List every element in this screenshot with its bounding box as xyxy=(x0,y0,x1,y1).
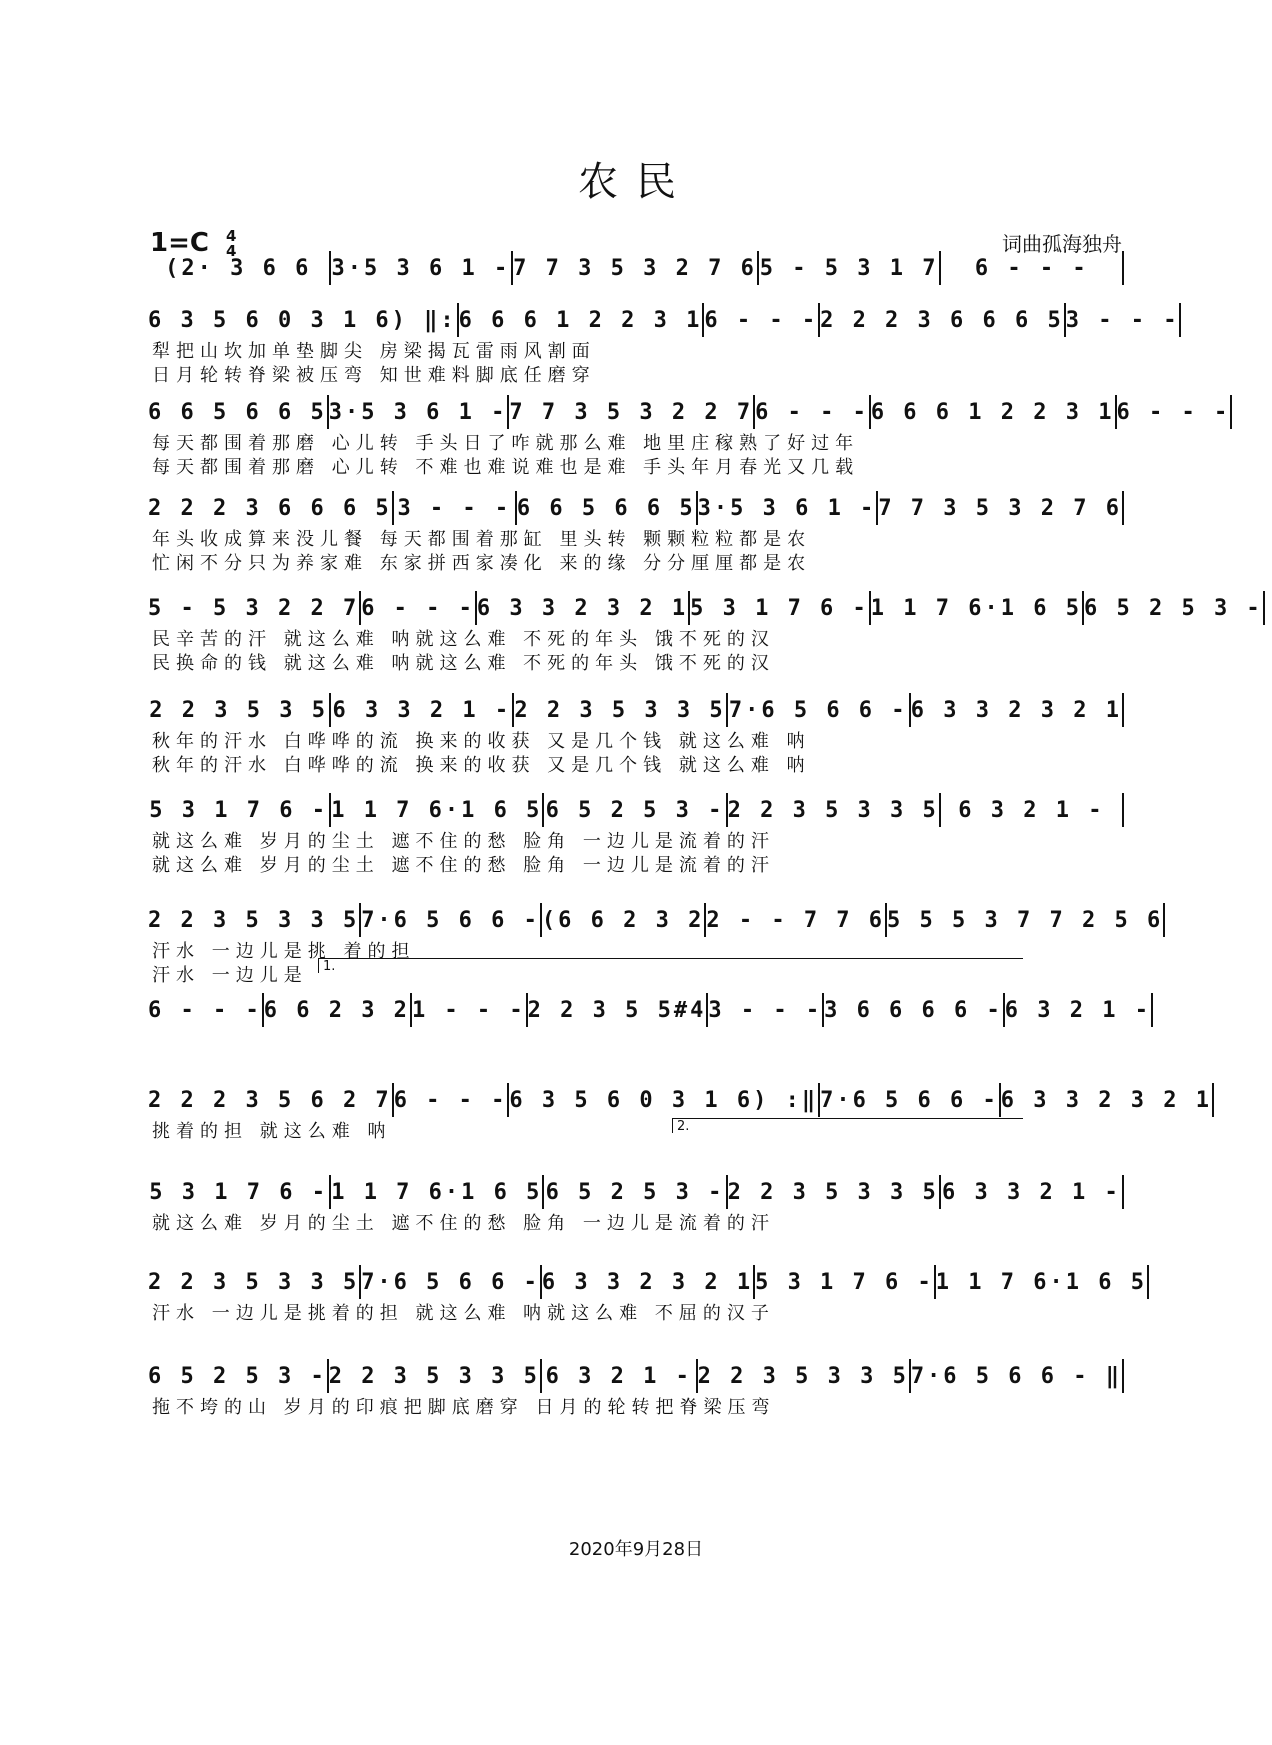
volta-second-label: 2. xyxy=(677,1119,690,1134)
lyric-line: 秋年的汗水 白哗哗的流 换来的收获 又是几个钱 就这么难 呐 xyxy=(152,731,811,752)
measure: 2 2 2 3 6 6 6 5 xyxy=(820,307,1064,333)
volta-second-ending xyxy=(672,1118,1023,1133)
measure: 2 2 3 5 3 3 5 xyxy=(514,697,726,723)
notes-line xyxy=(148,588,1263,628)
measure: 3·5 3 6 1 - xyxy=(328,399,508,425)
notes-line xyxy=(148,248,1124,288)
notes-line xyxy=(148,1262,1147,1302)
lyric-line: 就这么难 岁月的尘土 遮不住的愁 脸角 一边儿是流着的汗 xyxy=(152,855,775,876)
measure: 5 3 1 7 6 - xyxy=(149,797,328,823)
measure: 5 5 5 3 7 7 2 5 6 xyxy=(887,907,1164,933)
measure: 6 - - - xyxy=(393,1087,508,1113)
lyric-line: 挑着的担 就这么难 呐 xyxy=(152,1121,392,1142)
measure: 7·6 5 6 6 - xyxy=(728,697,908,723)
measure: 2 2 2 3 5 6 2 7 xyxy=(148,1087,392,1113)
barline xyxy=(1122,491,1124,525)
lyric-line: 每天都围着那磨 心儿转 不难也难说难也是难 手头年月春光又几载 xyxy=(152,457,860,478)
measure: 5 - 5 3 2 2 7 xyxy=(148,595,360,621)
measure: 6 3 5 6 0 3 1 6) ‖: xyxy=(148,307,457,333)
measure: 2 2 3 5 3 3 5 xyxy=(697,1363,909,1389)
measure: 6 - - - xyxy=(974,255,1089,281)
lyric-line: 每天都围着那磨 心儿转 手头日了咋就那么难 地里庄稼熟了好过年 xyxy=(152,433,860,454)
lyric-line: 秋年的汗水 白哗哗的流 换来的收获 又是几个钱 就这么难 呐 xyxy=(152,755,811,776)
measure: 1 - - - xyxy=(411,997,526,1023)
measure: 2 2 3 5 3 3 5 xyxy=(148,1269,360,1295)
lyric-line: 年头收成算来没儿餐 每天都围着那缸 里头转 颗颗粒粒都是农 xyxy=(152,529,812,550)
measure: 7·6 5 6 6 - xyxy=(361,1269,540,1295)
measure: 6 3 2 1 - xyxy=(1004,997,1151,1023)
lyric-line: 拖不垮的山 岁月的印痕把脚底磨穿 日月的轮转把脊梁压弯 xyxy=(152,1397,776,1418)
notes-line xyxy=(148,1356,1124,1396)
measure: 6 5 2 5 3 - xyxy=(1083,595,1263,621)
barline xyxy=(1151,993,1153,1027)
time-signature-top: 4 xyxy=(226,226,237,245)
score-row xyxy=(148,488,1124,576)
measure: (2· 3 6 6 xyxy=(165,255,312,281)
score-row xyxy=(148,248,1124,288)
measure: 1 1 7 6·1 6 5 xyxy=(331,1179,543,1205)
lyric-line: 汗水 一边儿是挑着的担 就这么难 呐就这么难 不屈的汉子 xyxy=(152,1303,775,1324)
measure: 6 6 2 3 2 xyxy=(263,997,410,1023)
score-row xyxy=(148,300,1180,388)
measure: 2 2 3 5 3 3 5 xyxy=(328,1363,540,1389)
lyric-line: 民辛苦的汗 就这么难 呐就这么难 不死的年头 饿不死的汉 xyxy=(152,629,775,650)
measure: (6 6 2 3 2 xyxy=(541,907,705,933)
measure: 6 - - - xyxy=(361,595,475,621)
score-row xyxy=(148,1172,1124,1236)
measure: 6 3 3 2 1 - xyxy=(942,1179,1121,1205)
notes-line xyxy=(148,1172,1124,1212)
measure: 6 6 5 6 6 5 xyxy=(148,399,327,425)
measure: 6 3 3 2 3 2 1 xyxy=(910,697,1122,723)
notes-line xyxy=(148,690,1124,730)
measure: 6 - - - xyxy=(755,399,869,425)
measure: 2 2 3 5 3 3 5 xyxy=(727,797,939,823)
lyric-line: 日月轮转脊梁被压弯 知世难料脚底任磨穿 xyxy=(152,365,596,386)
score-row xyxy=(148,900,1164,988)
barline xyxy=(1122,251,1124,285)
score-row xyxy=(148,1080,1212,1144)
notes-line xyxy=(148,1080,1212,1120)
time-signature-bottom: 4 xyxy=(226,241,237,260)
lyric-line: 汗水 一边儿是挑 着的担 xyxy=(152,941,416,962)
measure: 6 - - - xyxy=(1116,399,1231,425)
measure: 1 1 7 6·1 6 5 xyxy=(331,797,543,823)
measure: 7 7 3 5 3 2 7 6 xyxy=(878,495,1122,521)
credit-line: 词曲孤海独舟 xyxy=(1002,232,1122,256)
measure: 6 6 6 1 2 2 3 1 xyxy=(458,307,703,333)
lyric-line: 犁把山坎加单垫脚尖 房梁揭瓦雷雨风割面 xyxy=(152,341,596,362)
measure: 6 6 6 1 2 2 3 1 xyxy=(870,399,1115,425)
barline xyxy=(1212,1083,1214,1117)
lyric-line: 就这么难 岁月的尘土 遮不住的愁 脸角 一边儿是流着的汗 xyxy=(152,831,775,852)
measure: 6 5 2 5 3 - xyxy=(545,797,725,823)
barline xyxy=(1122,693,1124,727)
measure: 5 3 1 7 6 - xyxy=(149,1179,328,1205)
song-title: 农民 xyxy=(578,159,694,205)
barline xyxy=(1163,903,1165,937)
measure: 6 3 3 2 3 2 1 xyxy=(476,595,689,621)
notes-line xyxy=(148,900,1164,940)
measure: 5 3 1 7 6 - xyxy=(690,595,869,621)
score-row xyxy=(148,990,1151,1030)
volta-first-label: 1. xyxy=(323,959,336,974)
measure: 3 - - - xyxy=(1065,307,1180,333)
measure: 7·6 5 6 6 - ‖ xyxy=(910,1363,1122,1389)
measure: 6 3 2 1 - xyxy=(958,797,1105,823)
score-row xyxy=(148,588,1263,676)
measure: 3 - - - xyxy=(397,495,512,521)
notes-line xyxy=(148,488,1124,528)
score-row xyxy=(148,790,1124,878)
measure: 2 2 3 5 3 5 xyxy=(149,697,328,723)
measure: 1 1 7 6·1 6 5 xyxy=(935,1269,1147,1295)
barline xyxy=(1122,1175,1124,1209)
measure: 2 2 3 5 5#4 xyxy=(527,997,707,1023)
measure: 5 3 1 7 6 - xyxy=(755,1269,934,1295)
notes-line xyxy=(148,790,1124,830)
measure: 7·6 5 6 6 - xyxy=(820,1087,999,1113)
barline xyxy=(1122,793,1124,827)
notes-line xyxy=(148,392,1231,432)
score-row xyxy=(148,1356,1124,1420)
lyric-line: 就这么难 岁月的尘土 遮不住的愁 脸角 一边儿是流着的汗 xyxy=(152,1213,775,1234)
measure: 6 5 2 5 3 - xyxy=(545,1179,725,1205)
measure: 3·5 3 6 1 - xyxy=(331,255,511,281)
measure: 6 - - - xyxy=(704,307,819,333)
measure: 6 6 5 6 6 5 xyxy=(516,495,696,521)
measure: 2 2 3 5 3 3 5 xyxy=(727,1179,939,1205)
measure: 6 5 2 5 3 - xyxy=(148,1363,327,1389)
measure: 3·5 3 6 1 - xyxy=(697,495,877,521)
measure: 2 2 2 3 6 6 6 5 xyxy=(148,495,392,521)
barline xyxy=(1263,591,1265,625)
measure: 7·6 5 6 6 - xyxy=(361,907,540,933)
measure: 7 7 3 5 3 2 2 7 xyxy=(509,399,754,425)
lyric-line: 民换命的钱 就这么难 呐就这么难 不死的年头 饿不死的汉 xyxy=(152,653,775,674)
measure: 6 3 3 2 3 2 1 xyxy=(1000,1087,1212,1113)
score-row xyxy=(148,1262,1147,1326)
measure: 5 - 5 3 1 7 xyxy=(759,255,939,281)
barline xyxy=(1147,1265,1149,1299)
score-row xyxy=(148,690,1124,778)
notes-line xyxy=(148,300,1180,340)
notes-line xyxy=(148,990,1151,1030)
date-line: 2020年9月28日 xyxy=(568,1539,704,1560)
lyric-line: 汗水 一边儿是 xyxy=(152,965,308,986)
score-row xyxy=(148,392,1231,480)
measure: 6 3 5 6 0 3 1 6) :‖ xyxy=(509,1087,819,1113)
measure: 6 - - - xyxy=(148,997,262,1023)
measure: 6 3 3 2 1 - xyxy=(332,697,512,723)
key-label: 1=C xyxy=(150,228,209,258)
barline xyxy=(1179,303,1181,337)
lyric-line: 忙闲不分只为养家难 东家拼西家凑化 来的缘 分分厘厘都是农 xyxy=(152,553,812,574)
barline xyxy=(1230,395,1232,429)
barline xyxy=(1122,1359,1124,1393)
measure: 1 1 7 6·1 6 5 xyxy=(870,595,1082,621)
volta-first-ending xyxy=(318,958,1023,973)
measure: 6 3 3 2 3 2 1 xyxy=(541,1269,754,1295)
measure: 6 3 2 1 - xyxy=(545,1363,692,1389)
measure: 2 - - 7 7 6 xyxy=(706,907,886,933)
measure: 7 7 3 5 3 2 7 6 xyxy=(513,255,757,281)
measure: 3 - - - xyxy=(708,997,823,1023)
measure: 3 6 6 6 6 - xyxy=(824,997,1003,1023)
measure: 2 2 3 5 3 3 5 xyxy=(148,907,360,933)
